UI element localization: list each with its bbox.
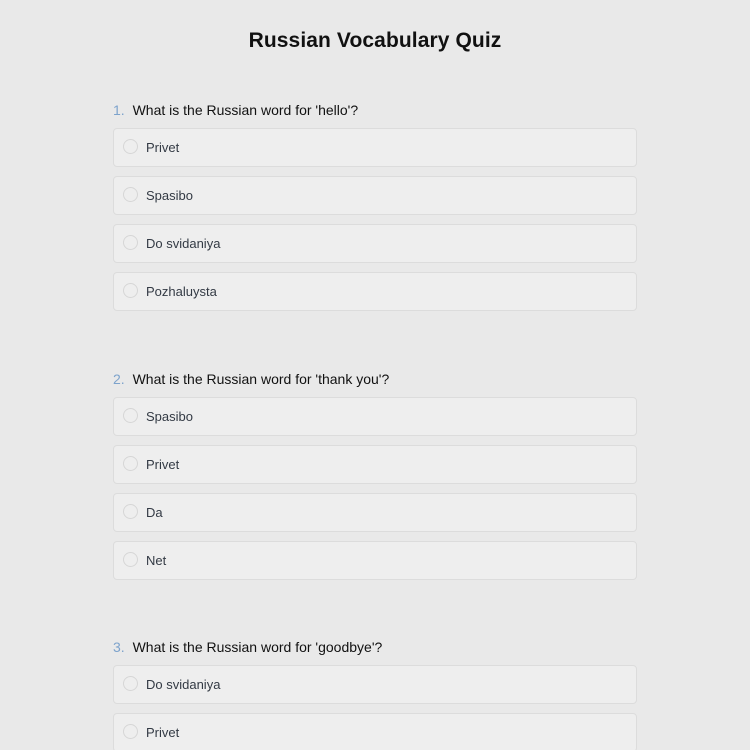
question-1 [113,101,637,320]
radio-button-icon[interactable] [123,187,138,202]
answer-option-label: Da [146,505,163,520]
question-3 [113,638,637,750]
answer-option[interactable] [113,272,637,311]
question-heading [113,101,637,119]
answer-option-label: Do svidaniya [146,677,221,692]
answer-option[interactable] [113,445,637,484]
answer-option-label: Spasibo [146,409,193,424]
answer-option[interactable] [113,128,637,167]
answer-option-label: Do svidaniya [146,236,221,251]
radio-button-icon[interactable] [123,724,138,739]
answer-option-label: Net [146,553,167,568]
answer-option[interactable] [113,176,637,215]
radio-button-icon[interactable] [123,552,138,567]
answer-option[interactable] [113,224,637,263]
answer-option-label: Privet [146,140,180,155]
question-number: 1. [113,102,125,118]
answer-option-label: Privet [146,725,180,740]
question-number: 3. [113,639,125,655]
question-text: What is the Russian word for 'thank you'? [132,371,390,387]
radio-button-icon[interactable] [123,235,138,250]
page-title: Russian Vocabulary Quiz [248,29,502,52]
answer-option[interactable] [113,713,637,750]
answer-option-label: Privet [146,457,180,472]
radio-button-icon[interactable] [123,676,138,691]
question-heading [113,638,637,656]
answer-option-label: Spasibo [146,188,193,203]
radio-button-icon[interactable] [123,283,138,298]
question-2 [113,370,637,589]
answer-option[interactable] [113,541,637,580]
answer-option[interactable] [113,493,637,532]
radio-button-icon[interactable] [123,408,138,423]
answer-option[interactable] [113,397,637,436]
answer-option-label: Pozhaluysta [146,284,217,299]
question-heading [113,370,637,388]
answer-option[interactable] [113,665,637,704]
radio-button-icon[interactable] [123,139,138,154]
question-text: What is the Russian word for 'goodbye'? [132,639,383,655]
radio-button-icon[interactable] [123,456,138,471]
question-text: What is the Russian word for 'hello'? [132,102,359,118]
radio-button-icon[interactable] [123,504,138,519]
question-number: 2. [113,371,125,387]
